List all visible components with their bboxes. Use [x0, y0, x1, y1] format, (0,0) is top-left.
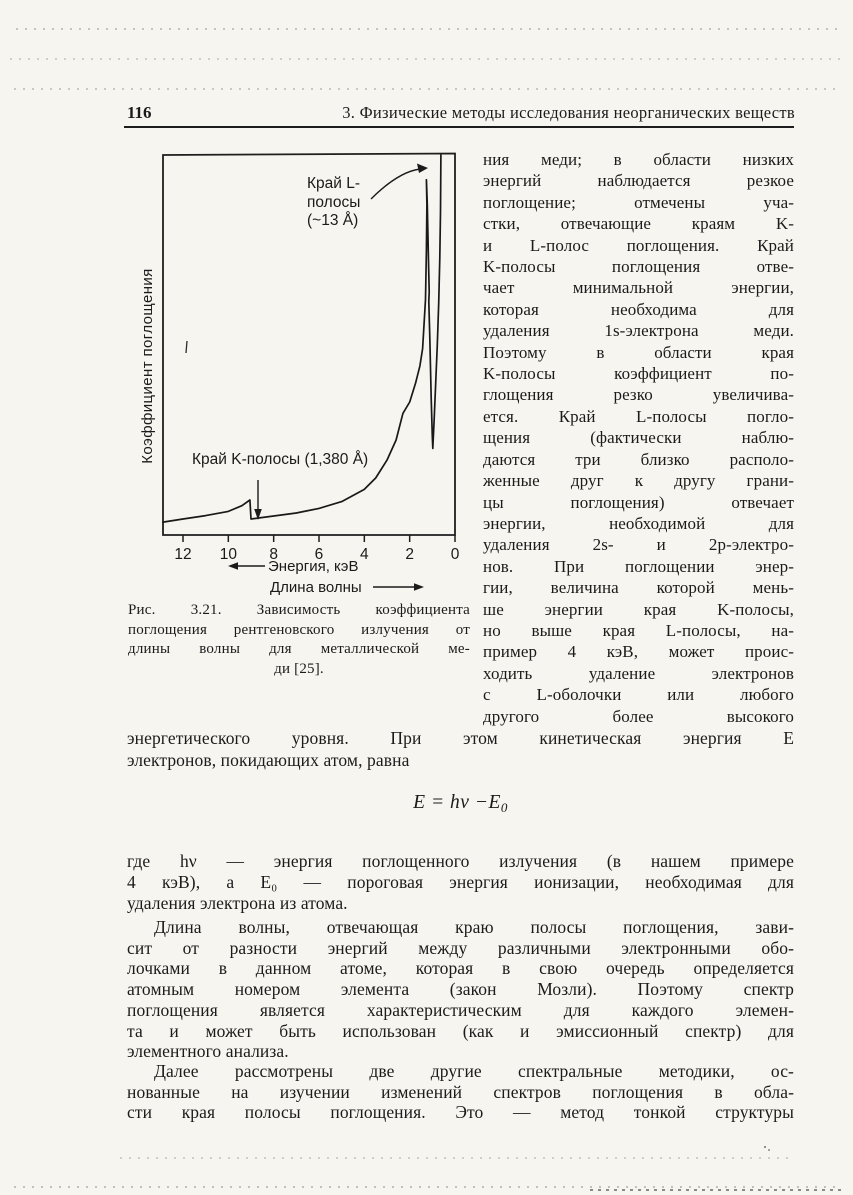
text-line: сит от разности энергий между различными электронными обо- — [127, 937, 794, 958]
body-column — [483, 149, 794, 727]
text-line: удаления 1s-электрона меди. — [483, 321, 794, 341]
text-line: Далее рассмотрены две другие спектральные методики, ос- — [154, 1061, 794, 1081]
text-line: ния меди; в области низких — [483, 150, 794, 169]
absorption-chart — [128, 146, 476, 601]
text-line: атомным номером элемента (закон Мозли). Поэтому спектр — [127, 979, 794, 1000]
text-line: 4 кэВ), а E₀ — пороговая энергия ионизации, необходимая для — [127, 871, 794, 892]
text-line: K-полосы коэффициент по- — [483, 364, 794, 384]
x-tick-label: 8 — [269, 546, 278, 563]
stray-scan-mark — [186, 341, 187, 353]
x-tick-label: 10 — [219, 546, 237, 563]
text-line: удаления 2s- и 2p-электро- — [483, 535, 794, 555]
text-line: K-полосы поглощения отве- — [483, 257, 794, 277]
text-line: ется. Край L-полосы погло- — [483, 406, 794, 426]
x-tick-label: 0 — [450, 546, 460, 563]
l-edge-annotation-line: Край L- — [307, 175, 361, 192]
text-line: поглощения является характеристическим для каждого элемен- — [127, 999, 794, 1020]
scan-noise-row — [14, 88, 840, 90]
text-line: гии, величина которой мень- — [483, 578, 794, 598]
scan-noise-row — [10, 58, 840, 60]
l-edge-annotation — [307, 175, 360, 231]
paragraph-1 — [127, 728, 794, 772]
text-line: энергий наблюдается резкое — [483, 171, 794, 191]
text-line: даются три близко располо- — [483, 449, 794, 469]
figure-3-21 — [128, 146, 476, 678]
text-line: нованные на изучении изменений спектров поглощения в обла- — [127, 1081, 794, 1102]
chapter-title: 3. Физические методы исследования неорганических веществ — [342, 103, 795, 122]
text-line: ходить удаление электронов — [483, 663, 794, 683]
x-tick-label: 6 — [314, 546, 324, 563]
text-line: ди [25]. — [274, 660, 324, 677]
text-line: Рис. 3.21. Зависимость коэффициента — [128, 602, 470, 618]
scan-speck — [764, 1146, 766, 1148]
text-line: ше энергии края K-полосы, — [483, 599, 794, 619]
formula-lhs: E — [413, 792, 426, 813]
scan-noise-row — [14, 1186, 840, 1188]
formula-equals: = — [430, 792, 445, 813]
scan-noise-row — [16, 28, 838, 30]
paragraph-2 — [127, 851, 794, 914]
energy-axis-label: Энергия, кэВ — [268, 558, 359, 575]
text-line: глощения резко увеличива- — [483, 385, 794, 405]
k-edge-annotation: Край K-полосы (1,380 Å) — [192, 451, 369, 468]
text-line: стки, отвечающие краям K- — [483, 214, 794, 234]
k-edge-arrow — [254, 480, 262, 520]
x-tick-label: 12 — [174, 546, 192, 563]
energy-axis-arrow — [228, 562, 265, 570]
formula-minus: − — [474, 792, 489, 813]
page-header — [127, 103, 795, 123]
formula-base: E — [488, 792, 501, 813]
text-line: но выше края L-полосы, на- — [483, 620, 794, 640]
wavelength-axis-arrow — [373, 583, 424, 591]
x-tick-label: 2 — [405, 546, 414, 563]
formula-subscript: 0 — [500, 800, 508, 815]
formula — [127, 792, 794, 816]
text-line: энергии, необходимой для — [483, 513, 794, 533]
text-line: Поэтому в области края — [483, 342, 794, 362]
l-edge-annotation-line: (~13 Å) — [307, 212, 359, 229]
text-line: энергетического уровня. При этом кинетическая энергия E — [127, 728, 794, 748]
text-line: цы поглощения) отвечает — [483, 492, 794, 512]
text-line: электронов, покидающих атом, равна — [127, 749, 410, 770]
text-line: с L-оболочки или любого — [483, 685, 794, 705]
text-line: поглощение; отмечены уча- — [483, 192, 794, 212]
text-line: пример 4 кэВ, может проис- — [483, 642, 794, 662]
text-line: та и может быть использован (как и эмиссионный спектр) для — [127, 1020, 794, 1041]
text-line: Длина волны, отвечающая краю полосы поглощения, зави- — [154, 917, 794, 937]
text-line: элементного анализа. — [127, 1041, 289, 1062]
text-line: удаления электрона из атома. — [127, 892, 348, 913]
wavelength-axis-label: Длина волны — [270, 579, 362, 596]
text-line: щения (фактически наблю- — [483, 428, 794, 448]
text-line: и L-полос поглощения. Край — [483, 235, 794, 255]
text-line: где hν — энергия поглощенного излучения (в нашем примере — [127, 851, 794, 871]
y-axis-label: Коэффициент поглощения — [139, 268, 156, 464]
paragraph-4 — [127, 1061, 794, 1123]
scan-noise-row — [120, 1157, 792, 1159]
text-line: которая необходима для — [483, 299, 794, 319]
text-line: сти края полосы поглощения. Это — метод тонкой структуры — [127, 1102, 794, 1123]
l-edge-arrow — [371, 164, 428, 200]
text-line: длины волны для металлической ме- — [128, 641, 470, 658]
header-rule — [124, 126, 794, 128]
text-line: поглощения рентгеновского излучения от — [128, 621, 470, 638]
text-line: нов. При поглощении энер- — [483, 556, 794, 576]
text-line: лочками в данном атоме, которая в свою очередь определяется — [127, 958, 794, 979]
scan-noise-row — [590, 1189, 842, 1191]
figure-caption — [128, 601, 470, 679]
l-edge-annotation-line: полосы — [307, 193, 361, 211]
formula-term: hν — [449, 792, 470, 813]
text-line: другого более высокого — [483, 706, 794, 726]
page-number: 116 — [127, 103, 152, 122]
text-line: женные друг к другу грани- — [483, 471, 794, 491]
x-tick-label: 4 — [360, 546, 369, 563]
text-line: чает минимальной энергии, — [483, 278, 794, 298]
paragraph-3 — [127, 917, 794, 1062]
